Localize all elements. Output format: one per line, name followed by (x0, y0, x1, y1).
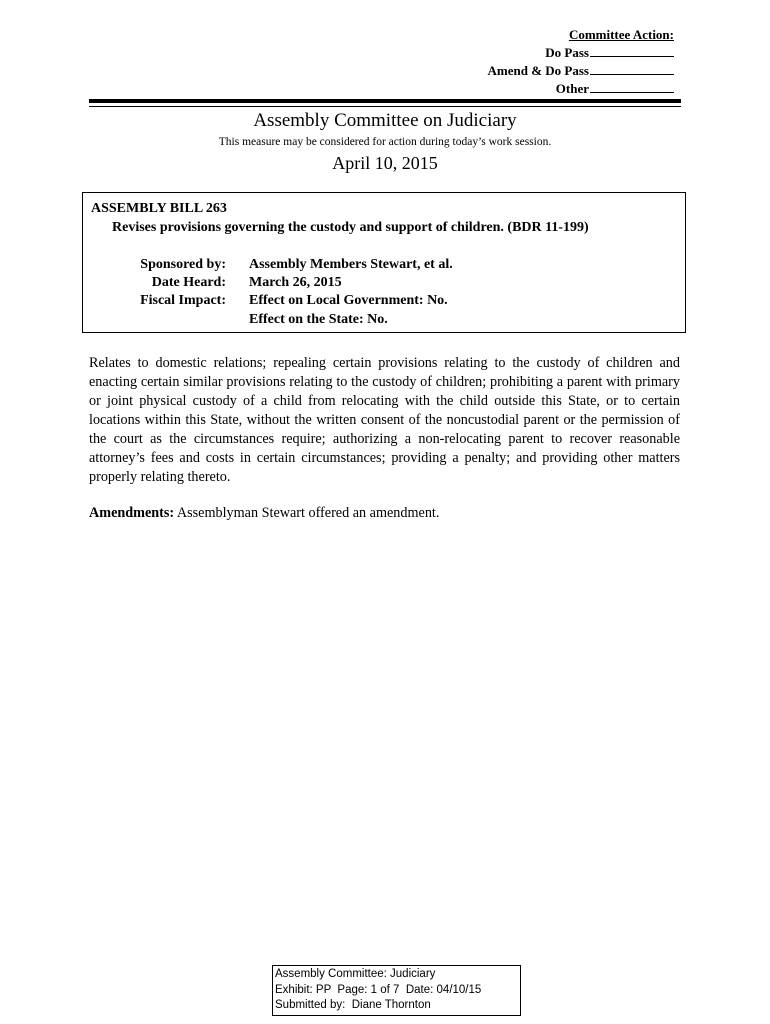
session-date: April 10, 2015 (332, 153, 438, 173)
do-pass-row (488, 43, 674, 61)
other-row (488, 79, 674, 97)
amend-do-pass-row (488, 61, 674, 79)
do-pass-blank (590, 43, 674, 57)
do-pass-label: Do Pass (545, 45, 589, 60)
date-heard-label: Date Heard: (151, 275, 226, 290)
amendments-line (89, 505, 439, 522)
other-blank (590, 79, 674, 93)
header-divider-thin (89, 106, 681, 107)
session-note: This measure may be considered for action during today’s work session. (218, 136, 552, 148)
amendments-label: Amendments: (89, 505, 175, 521)
bill-info-box (82, 192, 686, 333)
fiscal-impact-label: Fiscal Impact: (140, 293, 226, 308)
sponsored-by-label: Sponsored by: (140, 257, 226, 272)
committee-action-title: Committee Action: (568, 27, 674, 42)
amendments-text: Assemblyman Stewart offered an amendment. (174, 505, 440, 521)
sponsored-by-value: Assembly Members Stewart, et al. (249, 257, 453, 272)
bill-summary: Revises provisions governing the custody and support of children. (BDR 11-199) (112, 220, 589, 235)
fiscal-local-value: Effect on Local Government: No. (249, 293, 448, 308)
header-divider-thick (89, 99, 681, 103)
bill-description: Relates to domestic relations; repealing certain provisions relating to the custody of children and enacting certain similar provisions relating to the custody of children; prohibiting a parent with primary or joint physical custody of a child from relocating with the child outside this State, or to certain locations within this State, without the written consent of the noncustodial parent or the permission of the court as the circumstances require; authorizing a non-relocating parent to recover reasonable attorney’s fees and costs in certain circumstances; providing a penalty; and providing other matters properly relating thereto. (89, 355, 680, 485)
committee-action-block (488, 26, 674, 97)
bill-number: ASSEMBLY BILL 263 (91, 201, 227, 216)
exhibit-stamp (272, 965, 521, 1016)
exhibit-committee: Assembly Committee: Judiciary (275, 968, 436, 980)
date-heard-value: March 26, 2015 (249, 275, 342, 290)
amend-do-pass-blank (590, 61, 674, 75)
fiscal-state-value: Effect on the State: No. (249, 312, 388, 327)
exhibit-submitted-by: Submitted by: Diane Thornton (275, 999, 431, 1011)
amend-do-pass-label: Amend & Do Pass (487, 63, 589, 78)
committee-title: Assembly Committee on Judiciary (253, 110, 517, 131)
exhibit-page-info: Exhibit: PP Page: 1 of 7 Date: 04/10/15 (275, 983, 482, 996)
other-label: Other (555, 81, 589, 96)
